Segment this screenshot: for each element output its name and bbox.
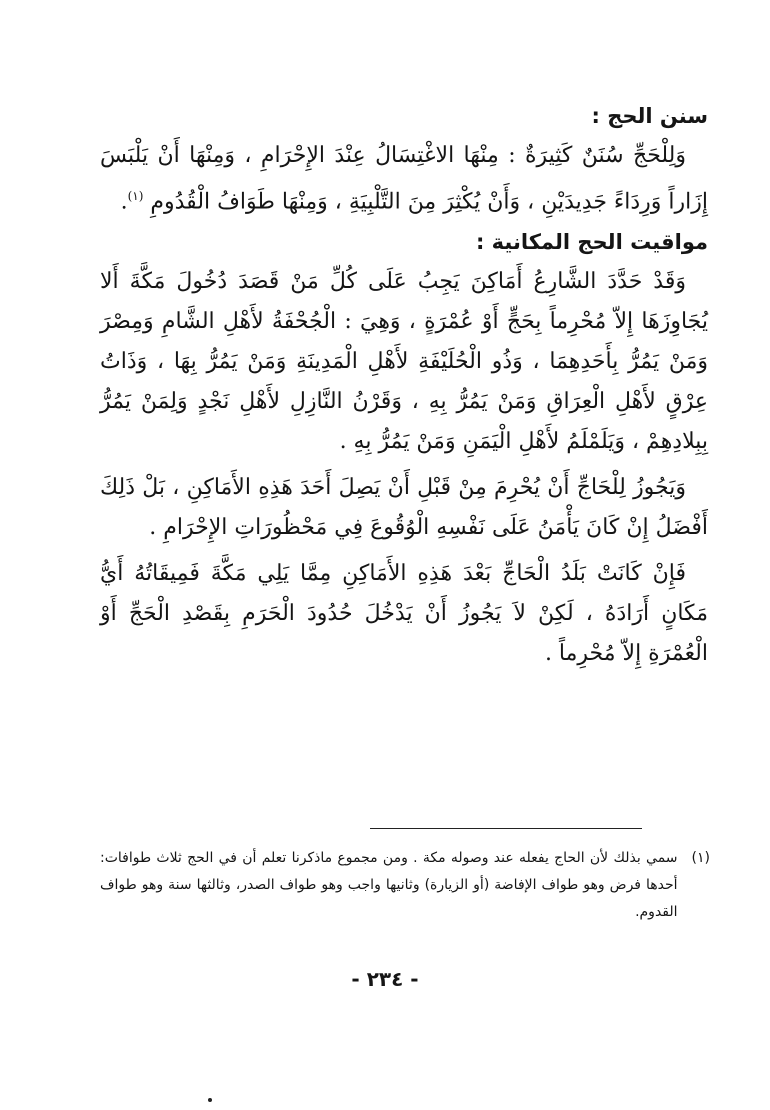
footnote-number: (١) bbox=[691, 850, 710, 866]
mawaqit-paragraph: وَقَدْ حَدَّدَ الشَّارِعُ أَمَاكِنَ يَجِبُ عَلَى كُلِّ مَنْ قَصَدَ دُخُولَ مَكَّةَ أَلا يُجَاوِزَهَا إِلاّ مُحْرِماً بِحَجٍّ أَوْ عُمْرَةٍ ، وَهِيَ : الْجُحْفَةُ لأَهْلِ الشَّامِ وَمِصْرَ وَمَنْ يَمُرُّ بِأَحَدِهِمَا ، وَذُو الْحُلَيْفَةِ لأَهْلِ الْمَدِينَةِ وَمَنْ يَمُرُّ بِهَا ، وَذَاتُ عِرْقٍ لأَهْلِ الْعِرَاقِ وَمَنْ يَمُرُّ بِهِ ، وَقَرْنُ النَّازِلِ لأَهْلِ نَجْدٍ وَلِمَنْ يَمُرُّ بِبِلادِهِمْ ، وَيَلَمْلَمُ لأَهْلِ الْيَمَنِ وَمَنْ يَمُرُّ بِهِ . bbox=[100, 269, 708, 455]
sunan-heading: سنن الحج : bbox=[591, 104, 708, 128]
sunan-paragraph: وَلِلْحَجِّ سُنَنٌ كَثِيرَةٌ : مِنْهَا الاغْتِسَالُ عِنْدَ الإِحْرَامِ ، وَمِنْهَا أَنْ يَلْبَسَ إِزَاراً وَرِدَاءً جَدِيدَيْنِ ، وَأَنْ يُكْثِرَ مِنَ التَّلْبِيَةِ ، وَمِنْهَا طَوَافُ الْقُدُومِ $^{(١)}$. bbox=[100, 143, 708, 215]
page-number: - ٢٣٤ - bbox=[351, 967, 419, 991]
footnote bbox=[100, 845, 710, 926]
footnote-divider bbox=[370, 828, 642, 829]
page-body bbox=[100, 96, 708, 680]
beyond-miqat-paragraph: فَإِنْ كَانَتْ بَلَدُ الْحَاجِّ بَعْدَ هَذِهِ الأَمَاكِنِ مِمَّا يَلِي مَكَّةَ فَمِيقَاتُهُ أَيُّ مَكَانٍ أَرَادَهُ ، لَكِنْ لاَ يَجُوزُ أَنْ يَدْخُلَ حُدُودَ الْحَرَمِ بِقَصْدِ الْحَجِّ أَوْ الْعُمْرَةِ إِلاّ مُحْرِماً . bbox=[100, 561, 708, 667]
footnote-text: سمي بذلك لأن الحاج يفعله عند وصوله مكة . ومن مجموع ماذكرنا تعلم أن في الحج ثلاث طوافات: أحدها فرض وهو طواف الإفاضة (أو الزيارة) وثانيها واجب وهو طواف الصدر، وثالثها سنة وهو طواف القدوم. bbox=[100, 850, 678, 920]
sunan-text: وَلِلْحَجِّ سُنَنٌ كَثِيرَةٌ : مِنْهَا الاغْتِسَالُ عِنْدَ الإِحْرَامِ ، وَمِنْهَا أَنْ يَلْبَسَ إِزَاراً وَرِدَاءً جَدِيدَيْنِ ، وَأَنْ يُكْثِرَ مِنَ التَّلْبِيَةِ ، وَمِنْهَا طَوَافُ الْقُدُومِ bbox=[100, 143, 708, 215]
scan-speck bbox=[208, 1098, 212, 1102]
mawaqit-heading: مواقيت الحج المكانية : bbox=[475, 230, 708, 255]
footnote-reference[interactable]: (١) bbox=[127, 189, 144, 203]
ihram-before-paragraph: وَيَجُوزُ لِلْحَاجِّ أَنْ يُحْرِمَ مِنْ قَبْلِ أَنْ يَصِلَ أَحَدَ هَذِهِ الأَمَاكِنِ ، بَلْ ذَلِكَ أَفْضَلُ إِنْ كَانَ يَأْمَنُ عَلَى نَفْسِهِ الْوُقُوعَ فِي مَحْظُورَاتِ الإِحْرَامِ . bbox=[100, 475, 708, 541]
